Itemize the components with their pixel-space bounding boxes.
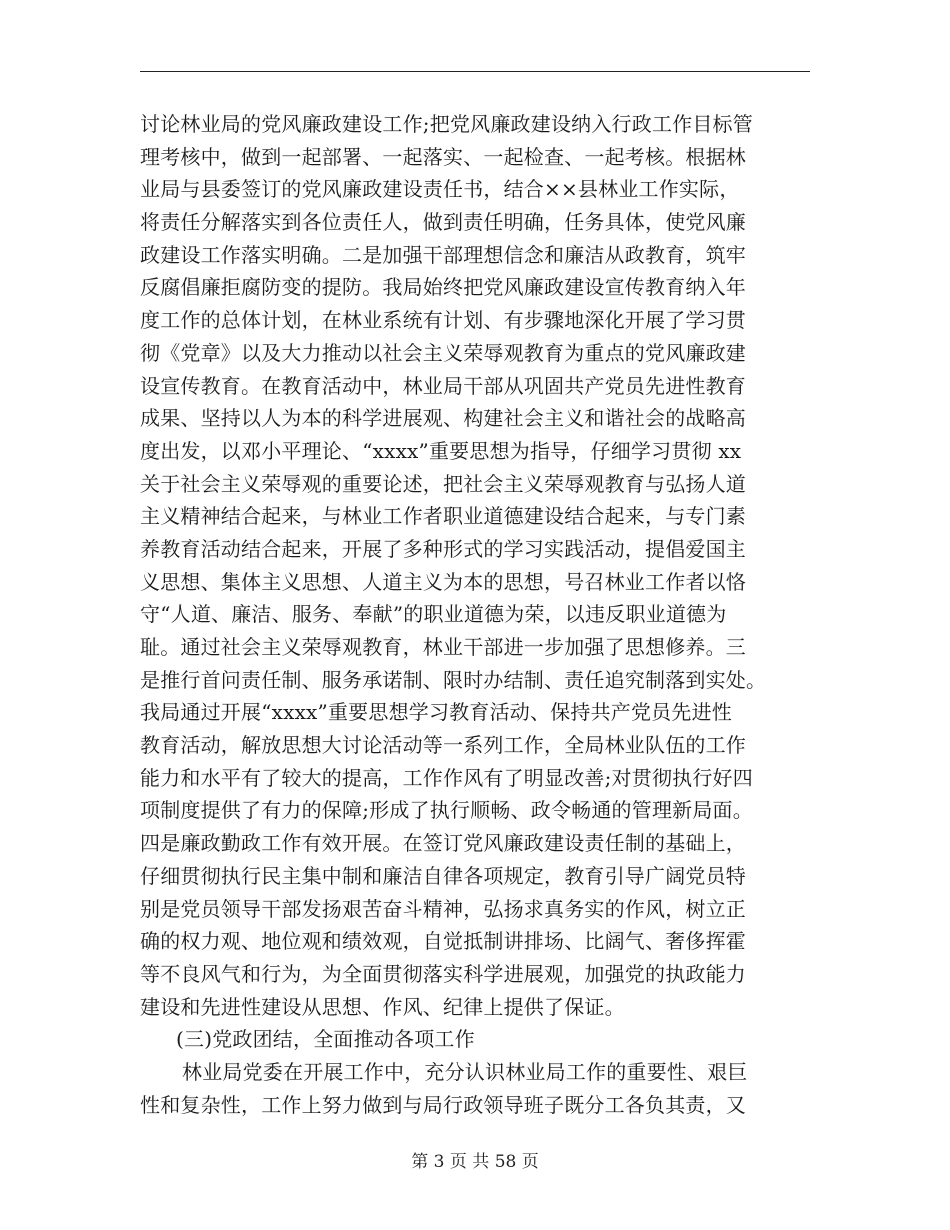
text-line: 度出发，以邓小平理论、“xxxx”重要思想为指导，仔细学习贯彻 xx bbox=[140, 438, 742, 463]
text-line: 政建设工作落实明确。二是加强干部理想信念和廉洁从政教育，筑牢 bbox=[140, 242, 746, 267]
text-line: 别是党员领导干部发扬艰苦奋斗精神，弘扬求真务实的作风，树立正 bbox=[140, 896, 746, 921]
text-line: 度工作的总体计划，在林业系统有计划、有步骤地深化开展了学习贯 bbox=[140, 308, 746, 333]
document-body bbox=[140, 108, 815, 1121]
text-line: 养教育活动结合起来，开展了多种形式的学习实践活动，提倡爱国主 bbox=[140, 536, 746, 561]
text-line: 理考核中，做到一起部署、一起落实、一起检查、一起考核。根据林 bbox=[140, 144, 746, 169]
text-line: 设宣传教育。在教育活动中，林业局干部从巩固共产党员先进性教育 bbox=[140, 373, 746, 398]
text-line: 主义精神结合起来，与林业工作者职业道德建设结合起来，与专门素 bbox=[140, 504, 746, 529]
text-line: 义思想、集体主义思想、人道主义为本的思想，号召林业工作者以恪 bbox=[140, 569, 746, 594]
text-line: 业局与县委签订的党风廉政建设责任书，结合××县林业工作实际， bbox=[140, 177, 740, 202]
text-line: 是推行首问责任制、服务承诺制、限时办结制、责任追究制落到实处。 bbox=[140, 667, 767, 692]
text-line: 项制度提供了有力的保障;形成了执行顺畅、政令畅通的管理新局面。 bbox=[140, 798, 753, 823]
text-line: 能力和水平有了较大的提高，工作作风有了明显改善;对贯彻执行好四 bbox=[140, 765, 753, 790]
page-footer: 第 3 页 共 58 页 bbox=[411, 1152, 539, 1172]
text-line: 等不良风气和行为，为全面贯彻落实科学进展观，加强党的执政能力 bbox=[140, 961, 746, 986]
text-line: 我局通过开展“xxxx”重要思想学习教育活动、保持共产党员先进性 bbox=[140, 700, 732, 725]
text-line: 成果、坚持以人为本的科学进展观、构建社会主义和谐社会的战略高 bbox=[140, 406, 746, 431]
text-line: 将责任分解落实到各位责任人，做到责任明确，任务具体，使党风廉 bbox=[140, 210, 746, 235]
text-line: 四是廉政勤政工作有效开展。在签订党风廉政建设责任制的基础上， bbox=[140, 831, 746, 856]
text-line: 建设和先进性建设从思想、作风、纪律上提供了保证。 bbox=[140, 994, 625, 1019]
text-line: 教育活动，解放思想大讨论活动等一系列工作，全局林业队伍的工作 bbox=[140, 733, 746, 758]
text-line: 仔细贯彻执行民主集中制和廉洁自律各项规定，教育引导广阔党员特 bbox=[140, 863, 746, 888]
text-line: 讨论林业局的党风廉政建设工作;把党风廉政建设纳入行政工作目标管 bbox=[140, 112, 753, 136]
text-line: 守“人道、廉洁、服务、奉献”的职业道德为荣，以违反职业道德为 bbox=[140, 602, 727, 627]
section-heading: (三)党政团结，全面推动各项工作 bbox=[176, 1027, 475, 1052]
paragraph-first-line: 林业局党委在开展工作中，充分认识林业局工作的重要性、艰巨 bbox=[182, 1059, 748, 1084]
text-line: 反腐倡廉拒腐防变的提防。我局始终把党风廉政建设宣传教育纳入年 bbox=[140, 275, 746, 300]
header-rule bbox=[140, 71, 810, 72]
text-line: 性和复杂性，工作上努力做到与局行政领导班子既分工各负其责，又 bbox=[140, 1092, 746, 1117]
text-line: 确的权力观、地位观和绩效观，自觉抵制讲排场、比阔气、奢侈挥霍 bbox=[140, 929, 746, 954]
text-line: 彻《党章》以及大力推动以社会主义荣辱观教育为重点的党风廉政建 bbox=[140, 340, 746, 365]
text-line: 耻。通过社会主义荣辱观教育，林业干部进一步加强了思想修养。三 bbox=[140, 635, 746, 659]
text-line: 关于社会主义荣辱观的重要论述，把社会主义荣辱观教育与弘扬人道 bbox=[140, 471, 746, 496]
